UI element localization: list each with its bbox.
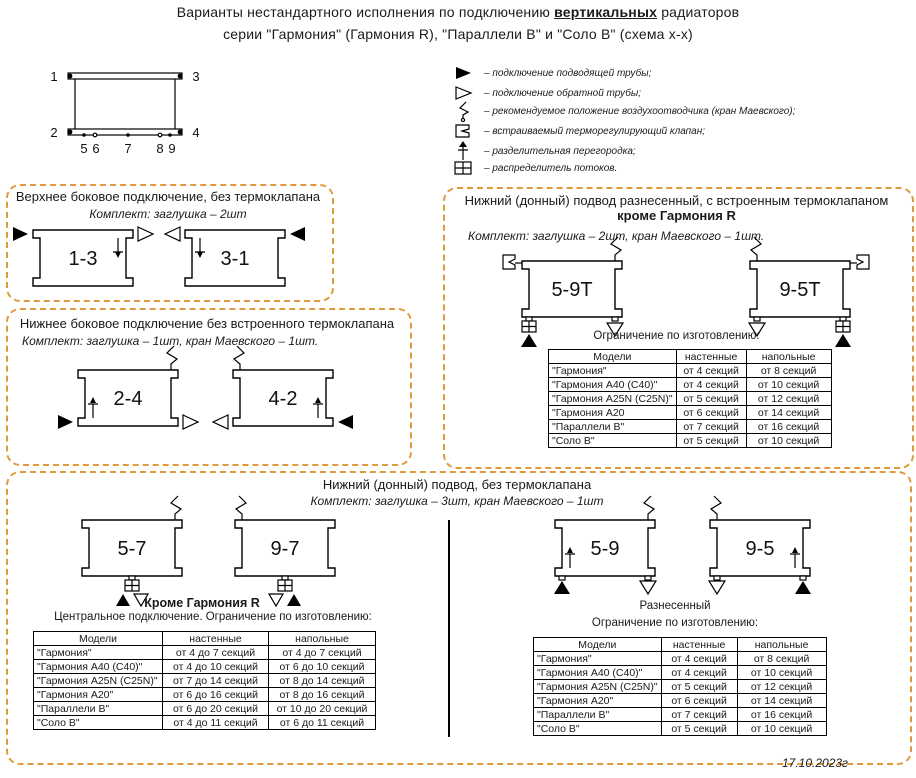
section-kit: Комплект: заглушка – 1шт, кран Маевского – 1шт.: [22, 334, 319, 348]
title-bold-underline: вертикальных: [554, 4, 658, 20]
radiator-columns: [75, 79, 175, 129]
model-cell: "Параллели В": [34, 702, 163, 716]
section-title: Нижний (донный) подвод, без термоклапана: [322, 477, 592, 492]
table-row: [34, 660, 376, 674]
column-header: Модели: [549, 350, 677, 364]
limits-table-spread: [533, 637, 827, 736]
supply-pipe-icon: [795, 576, 811, 594]
sections-limit-cell: от 7 секций: [676, 420, 746, 434]
point-7: 7: [124, 141, 132, 156]
air-vent-icon: [167, 346, 177, 370]
legend-text: – встраиваемый терморегулирующий клапан;: [484, 125, 706, 137]
air-vent-icon: [171, 496, 181, 520]
sections-limit-cell: от 7 секций: [661, 708, 737, 722]
radiator-diagram-5-9: [530, 490, 680, 610]
sections-limit-cell: от 4 секций: [676, 364, 746, 378]
diagram-label: 4-2: [268, 388, 298, 410]
page-title: [0, 4, 916, 20]
model-cell: "Параллели В": [534, 708, 662, 722]
model-cell: "Гармония А40 (С40)": [549, 378, 677, 392]
return-pipe-icon: [183, 415, 198, 429]
section-kit: Комплект: заглушка – 3шт, кран Маевского – 1шт: [310, 494, 604, 508]
diagram-label: 5-9Т: [551, 279, 593, 301]
sections-limit-cell: от 6 секций: [676, 406, 746, 420]
central-limit-label: Центральное подключение. Ограничение по изготовлению:: [54, 611, 372, 623]
divider-icon: [450, 141, 476, 161]
sections-limit-cell: от 5 секций: [661, 680, 737, 694]
model-cell: "Гармония": [534, 652, 662, 666]
air-vent-icon: [234, 346, 244, 370]
sections-limit-cell: от 16 секций: [746, 420, 831, 434]
model-cell: "Соло В": [549, 434, 677, 448]
supply-pipe-icon: [338, 415, 353, 429]
legend-item: [450, 141, 636, 161]
limits-table-spread-valve: [548, 349, 832, 448]
legend-text: – распределитель потоков.: [484, 162, 618, 174]
model-cell: "Гармония": [34, 646, 163, 660]
model-cell: "Гармония": [549, 364, 677, 378]
radiator-diagram-3-1: [160, 200, 310, 320]
table-row: [534, 680, 827, 694]
sections-limit-cell: от 4 до 10 секций: [163, 660, 269, 674]
sections-limit-cell: от 8 до 16 секций: [269, 688, 376, 702]
radiator-diagram-4-2: [208, 340, 358, 460]
flow-distributor-icon: [450, 160, 476, 176]
sections-limit-cell: от 5 секций: [676, 434, 746, 448]
air-vent-icon: [450, 100, 476, 122]
supply-pipe-icon: [58, 415, 73, 429]
model-cell: "Гармония А40 (С40)": [34, 660, 163, 674]
air-vent-icon: [644, 496, 654, 520]
supply-pipe-icon: [13, 227, 28, 241]
column-header: настенные: [676, 350, 746, 364]
table-row: [549, 420, 832, 434]
model-cell: "Гармония А40 (С40)": [534, 666, 662, 680]
column-header: напольные: [269, 632, 376, 646]
point-9: 9: [168, 141, 176, 156]
air-vent-icon: [751, 237, 761, 261]
sections-limit-cell: от 10 до 20 секций: [269, 702, 376, 716]
sections-limit-cell: от 8 секций: [746, 364, 831, 378]
table-row: [34, 646, 376, 660]
thermo-valve-icon: [450, 123, 476, 139]
section-title: Нижний (донный) подвод разнесенный, с встроенным термоклапаном: [464, 193, 889, 208]
connection-scheme-overview: [30, 56, 260, 162]
legend-item: [450, 100, 795, 122]
return-pipe-icon: [165, 227, 180, 241]
thermo-valve-icon: [503, 255, 522, 269]
sections-limit-cell: от 6 до 10 секций: [269, 660, 376, 674]
supply-pipe-icon: [554, 576, 570, 594]
drawing-date: 17.10.2023г: [782, 756, 848, 770]
table-row: [549, 434, 832, 448]
table-row: [549, 364, 832, 378]
sections-limit-cell: от 6 секций: [661, 694, 737, 708]
model-cell: "Параллели В": [549, 420, 677, 434]
bottom-connection-dots: [82, 133, 172, 137]
table-row: [534, 708, 827, 722]
legend-item: [450, 160, 617, 176]
legend-item: [450, 123, 705, 139]
model-cell: "Гармония А25N (С25N)": [34, 674, 163, 688]
table-row: [34, 716, 376, 730]
supply-pipe-icon: [450, 64, 476, 82]
model-cell: "Гармония А20: [549, 406, 677, 420]
section-title-bold: кроме Гармония R: [617, 208, 736, 223]
sections-limit-cell: от 5 секций: [661, 722, 737, 736]
sections-limit-cell: от 4 до 7 секций: [269, 646, 376, 660]
table-row: [534, 694, 827, 708]
sections-limit-cell: от 6 до 20 секций: [163, 702, 269, 716]
point-1: 1: [50, 69, 58, 84]
diagram-label: 9-5: [745, 538, 775, 560]
return-pipe-icon: [640, 576, 656, 594]
model-cell: "Гармония А20": [34, 688, 163, 702]
legend-text: – разделительная перегородка;: [484, 145, 636, 157]
diagram-label: 5-7: [117, 538, 147, 560]
diagram-label: 1-3: [68, 248, 98, 270]
model-cell: "Соло В": [34, 716, 163, 730]
supply-pipe-icon: [290, 227, 305, 241]
air-vent-icon: [611, 237, 621, 261]
column-header: напольные: [746, 350, 831, 364]
model-cell: "Гармония А20": [534, 694, 662, 708]
sections-limit-cell: от 10 секций: [746, 378, 831, 392]
sections-limit-cell: от 14 секций: [746, 406, 831, 420]
sections-limit-cell: от 5 секций: [676, 392, 746, 406]
model-cell: "Гармония А25N (С25N)": [549, 392, 677, 406]
sections-limit-cell: от 16 секций: [737, 708, 826, 722]
sections-limit-cell: от 4 секций: [676, 378, 746, 392]
radiator-diagram-9-7: [210, 490, 360, 610]
return-pipe-icon: [138, 227, 153, 241]
sections-limit-cell: от 4 секций: [661, 652, 737, 666]
legend-text: – рекомендуемое положение воздухоотводчика (кран Маевского);: [484, 105, 796, 117]
sections-limit-cell: от 12 секций: [737, 680, 826, 694]
diagram-label: 2-4: [113, 388, 143, 410]
return-pipe-icon: [213, 415, 228, 429]
sections-limit-cell: от 7 до 14 секций: [163, 674, 269, 688]
return-pipe-icon: [709, 576, 725, 594]
table-row: [549, 378, 832, 392]
point-5: 5: [80, 141, 88, 156]
diagram-label: 9-5Т: [779, 279, 821, 301]
radiator-diagram-9-5: [685, 490, 835, 610]
model-cell: "Гармония А25N (С25N)": [534, 680, 662, 694]
sections-limit-cell: от 14 секций: [737, 694, 826, 708]
sections-limit-cell: от 6 до 16 секций: [163, 688, 269, 702]
table-row: [549, 392, 832, 406]
table-row: [534, 652, 827, 666]
point-2: 2: [50, 125, 58, 140]
spread-limit-label: Ограничение по изготовлению:: [591, 617, 759, 629]
legend-text: – подключение подводящей трубы;: [484, 67, 652, 79]
title-post: радиаторов: [657, 4, 740, 20]
thermo-valve-icon: [850, 255, 869, 269]
radiator-diagram-5-7: [57, 490, 207, 610]
column-header: настенные: [163, 632, 269, 646]
point-8: 8: [156, 141, 164, 156]
point-4: 4: [192, 125, 200, 140]
spread-note: Разнесенный: [639, 600, 711, 612]
table-row: [534, 722, 827, 736]
sections-limit-cell: от 4 до 11 секций: [163, 716, 269, 730]
legend-text: – подключение обратной трубы;: [484, 87, 641, 99]
sections-limit-cell: от 6 до 11 секций: [269, 716, 376, 730]
point-3: 3: [192, 69, 200, 84]
column-header: Модели: [534, 638, 662, 652]
sections-limit-cell: от 12 секций: [746, 392, 831, 406]
radiator-diagram-1-3: [8, 200, 158, 320]
sections-limit-cell: от 10 секций: [737, 722, 826, 736]
air-vent-icon: [711, 496, 721, 520]
sections-limit-cell: от 8 до 14 секций: [269, 674, 376, 688]
column-header: Модели: [34, 632, 163, 646]
legend-item: [450, 64, 651, 82]
sections-limit-cell: от 10 секций: [746, 434, 831, 448]
table-row: [34, 674, 376, 688]
title-pre: Варианты нестандартного исполнения по подключению: [176, 4, 555, 20]
diagram-label: 9-7: [270, 538, 300, 560]
table-row: [534, 666, 827, 680]
section-kit: Комплект: заглушка – 2шт, кран Маевского – 1шт.: [468, 229, 765, 243]
point-6: 6: [92, 141, 100, 156]
central-note-bold: Кроме Гармония R: [144, 596, 260, 610]
table-row: [549, 406, 832, 420]
table-row: [34, 702, 376, 716]
top-header-pipe: [68, 73, 182, 79]
sections-limit-cell: от 4 до 7 секций: [163, 646, 269, 660]
diagram-label: 5-9: [590, 538, 620, 560]
flow-distributor-icon: [125, 576, 139, 591]
sections-limit-cell: от 4 секций: [661, 666, 737, 680]
diagram-label: 3-1: [220, 248, 250, 270]
corner-connection-dots: [68, 74, 183, 135]
limits-table-central: [33, 631, 376, 730]
section-title: Нижнее боковое подключение без встроенного термоклапана: [19, 316, 395, 331]
section-kit: Комплект: заглушка – 2шт: [89, 207, 247, 221]
table-row: [34, 688, 376, 702]
sections-limit-cell: от 8 секций: [737, 652, 826, 666]
sections-limit-cell: от 10 секций: [737, 666, 826, 680]
section-title: Верхнее боковое подключение, без термоклапана: [15, 189, 321, 204]
radiator-diagram-2-4: [53, 340, 203, 460]
column-header: настенные: [661, 638, 737, 652]
limit-label: Ограничение по изготовлению:: [593, 330, 760, 342]
section-divider-line: [448, 520, 450, 737]
flow-distributor-icon: [278, 576, 292, 591]
column-header: напольные: [737, 638, 826, 652]
model-cell: "Соло В": [534, 722, 662, 736]
air-vent-icon: [236, 496, 246, 520]
page-subtitle: серии "Гармония" (Гармония R), "Параллели В" и "Соло В" (схема х-х): [223, 26, 693, 42]
